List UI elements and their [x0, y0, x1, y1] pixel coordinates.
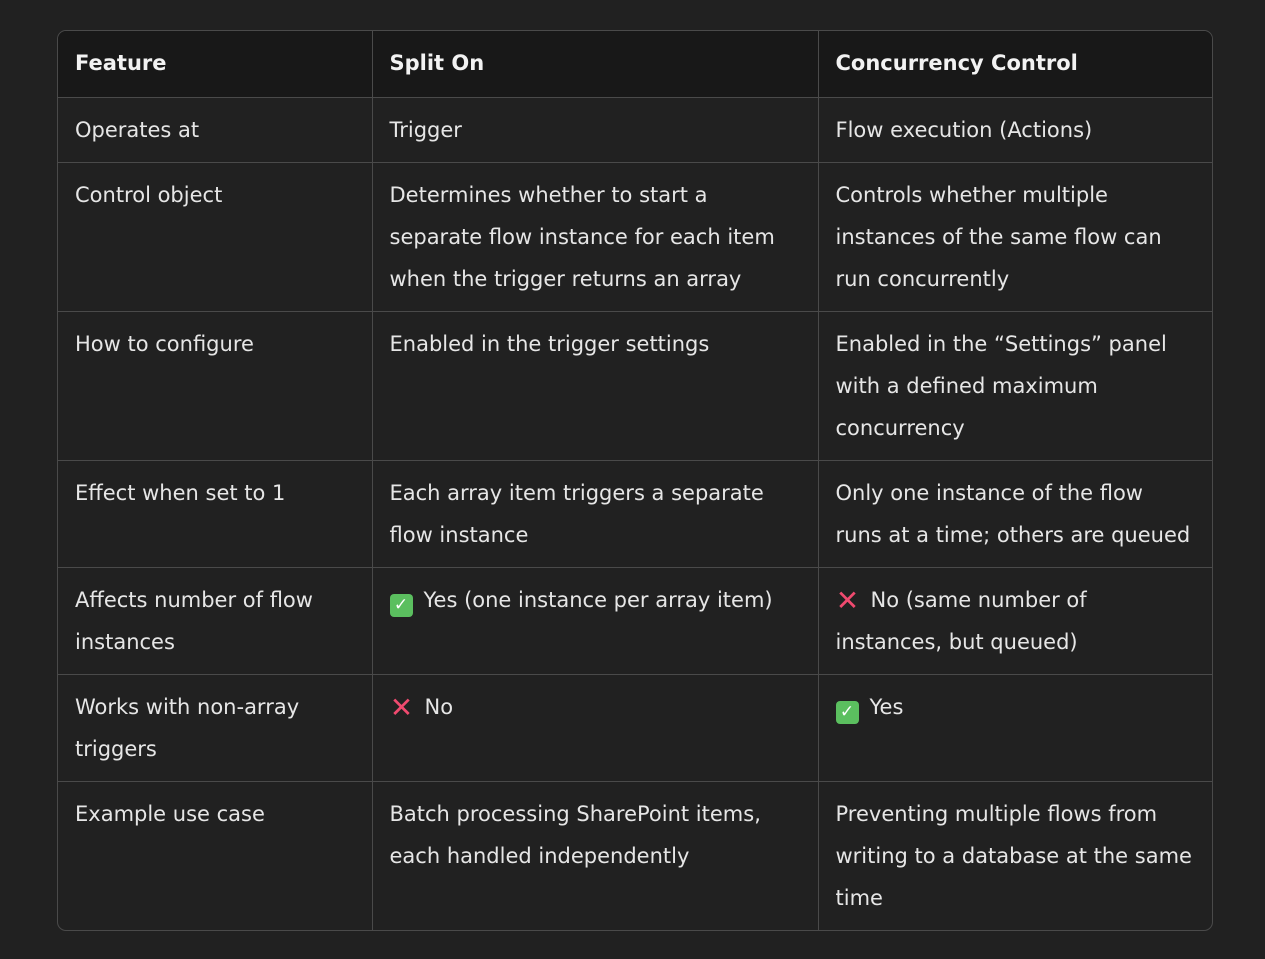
cell-concurrency-control — [818, 781, 1212, 930]
cell-concurrency-control-text: Enabled in the “Settings” panel with a defined maximum concurrency — [835, 331, 1167, 440]
cell-concurrency-control — [818, 674, 1212, 781]
table-row — [58, 460, 1212, 567]
cell-concurrency-control — [818, 311, 1212, 460]
cell-feature: Operates at — [58, 97, 372, 162]
comparison-table — [57, 30, 1213, 931]
cell-split-on — [372, 460, 818, 567]
cell-concurrency-control — [818, 460, 1212, 567]
check-mark-icon: ✓ — [390, 594, 413, 617]
cell-split-on — [372, 97, 818, 162]
cell-concurrency-control-text: Preventing multiple flows from writing to a database at the same time — [835, 801, 1192, 910]
cell-feature: Effect when set to 1 — [58, 460, 372, 567]
cell-concurrency-control-text: Flow execution (Actions) — [835, 117, 1093, 142]
table-row — [58, 674, 1212, 781]
cell-feature: How to configure — [58, 311, 372, 460]
cell-concurrency-control-text: Controls whether multiple instances of the same flow can run concurrently — [835, 182, 1162, 291]
cell-split-on — [372, 674, 818, 781]
cell-split-on — [372, 567, 818, 674]
cell-feature: Example use case — [58, 781, 372, 930]
check-mark-icon: ✓ — [836, 701, 859, 724]
cell-concurrency-control-text: Yes — [869, 694, 904, 719]
cross-mark-icon: ✕ — [389, 690, 414, 724]
cell-split-on — [372, 311, 818, 460]
cell-concurrency-control — [818, 162, 1212, 311]
header-concurrency-control: Concurrency Control — [818, 31, 1212, 97]
cell-split-on-text: Trigger — [389, 117, 462, 142]
cell-split-on-text: Batch processing SharePoint items, each handled independently — [389, 801, 761, 868]
table-header-row — [58, 31, 1212, 97]
cell-concurrency-control-text: No (same number of instances, but queued) — [835, 587, 1087, 654]
cell-split-on-text: Determines whether to start a separate flow instance for each item when the trigger returns an array — [389, 182, 775, 291]
table-row — [58, 567, 1212, 674]
cell-split-on-text: Each array item triggers a separate flow instance — [389, 480, 764, 547]
table-row — [58, 311, 1212, 460]
cell-split-on-text: Enabled in the trigger settings — [389, 331, 710, 356]
cell-split-on — [372, 162, 818, 311]
cell-feature: Affects number of flow instances — [58, 567, 372, 674]
cell-split-on-text: No — [424, 694, 454, 719]
cell-split-on-text: Yes (one instance per array item) — [423, 587, 773, 612]
cross-mark-icon: ✕ — [835, 583, 860, 617]
cell-split-on — [372, 781, 818, 930]
header-feature: Feature — [58, 31, 372, 97]
cell-feature: Works with non-array triggers — [58, 674, 372, 781]
header-split-on: Split On — [372, 31, 818, 97]
table-row — [58, 97, 1212, 162]
table-row — [58, 781, 1212, 930]
cell-concurrency-control — [818, 567, 1212, 674]
cell-feature: Control object — [58, 162, 372, 311]
table-row — [58, 162, 1212, 311]
cell-concurrency-control — [818, 97, 1212, 162]
cell-concurrency-control-text: Only one instance of the flow runs at a time; others are queued — [835, 480, 1191, 547]
